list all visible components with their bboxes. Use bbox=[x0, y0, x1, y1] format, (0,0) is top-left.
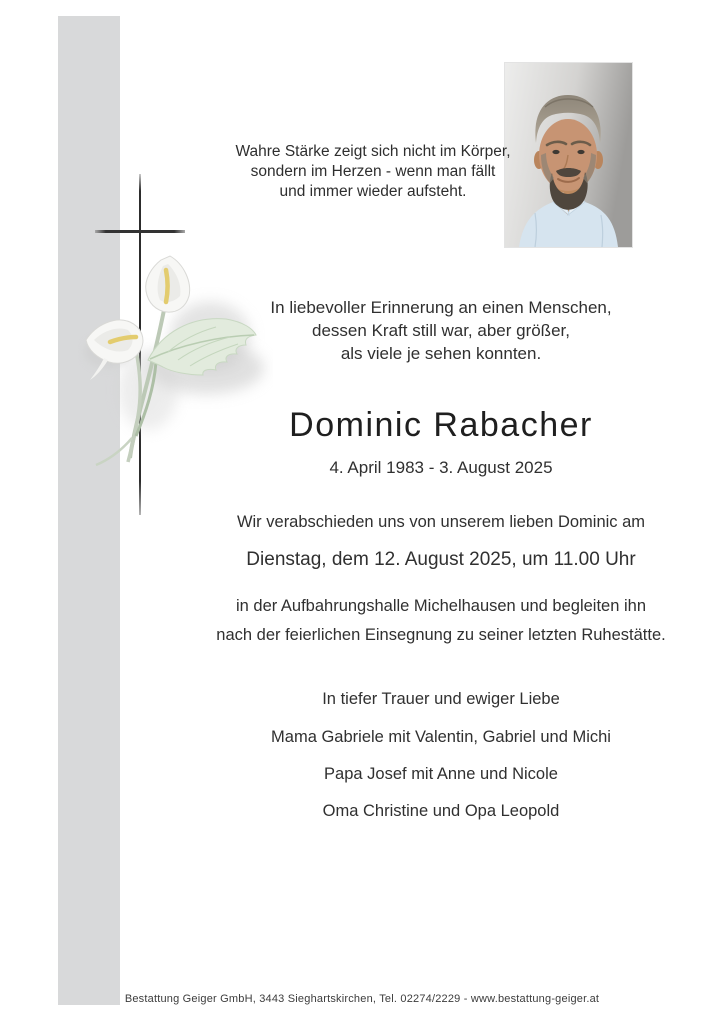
ceremony-location bbox=[216, 592, 665, 650]
memorial-line-2: dessen Kraft still war, aber größer, bbox=[312, 321, 570, 340]
ceremony-location-line-1: in der Aufbahrungshalle Michelhausen und begleiten ihn bbox=[235, 597, 647, 615]
mourning-intro: In tiefer Trauer und ewiger Liebe bbox=[322, 690, 560, 708]
mourner-mother: Mama Gabriele mit Valentin, Gabriel und Michi bbox=[271, 728, 611, 746]
calla-lily-icon bbox=[78, 240, 273, 475]
funeral-home-footer: Bestattung Geiger GmbH, 3443 Sieghartskirchen, Tel. 02274/2229 - www.bestattung-geiger.at bbox=[124, 993, 600, 1005]
mourner-grandparents: Oma Christine und Opa Leopold bbox=[322, 802, 560, 820]
deceased-name: Dominic Rabacher bbox=[289, 406, 593, 444]
portrait-photo bbox=[505, 63, 632, 247]
mourner-father: Papa Josef mit Anne und Nicole bbox=[324, 765, 558, 783]
memorial-line-1: In liebevoller Erinnerung an einen Menschen, bbox=[270, 298, 612, 317]
life-dates: 4. April 1983 - 3. August 2025 bbox=[329, 458, 553, 477]
ceremony-location-line-2: nach der feierlichen Einsegnung zu seiner letzten Ruhestätte. bbox=[216, 626, 666, 644]
memorial-verse bbox=[270, 296, 611, 365]
ceremony-datetime: Dienstag, dem 12. August 2025, um 11.00 Uhr bbox=[246, 549, 636, 570]
quote-line-1: Wahre Stärke zeigt sich nicht im Körper, bbox=[235, 143, 511, 160]
farewell-intro: Wir verabschieden uns von unserem lieben Dominic am bbox=[236, 513, 646, 531]
quote-line-2: sondern im Herzen - wenn man fällt bbox=[250, 163, 496, 180]
memorial-line-3: als viele je sehen konnten. bbox=[340, 344, 542, 363]
gray-side-band bbox=[58, 16, 120, 1005]
cross-horizontal-bar bbox=[95, 230, 185, 233]
opening-quote bbox=[235, 142, 510, 202]
quote-line-3: und immer wieder aufsteht. bbox=[279, 183, 467, 200]
